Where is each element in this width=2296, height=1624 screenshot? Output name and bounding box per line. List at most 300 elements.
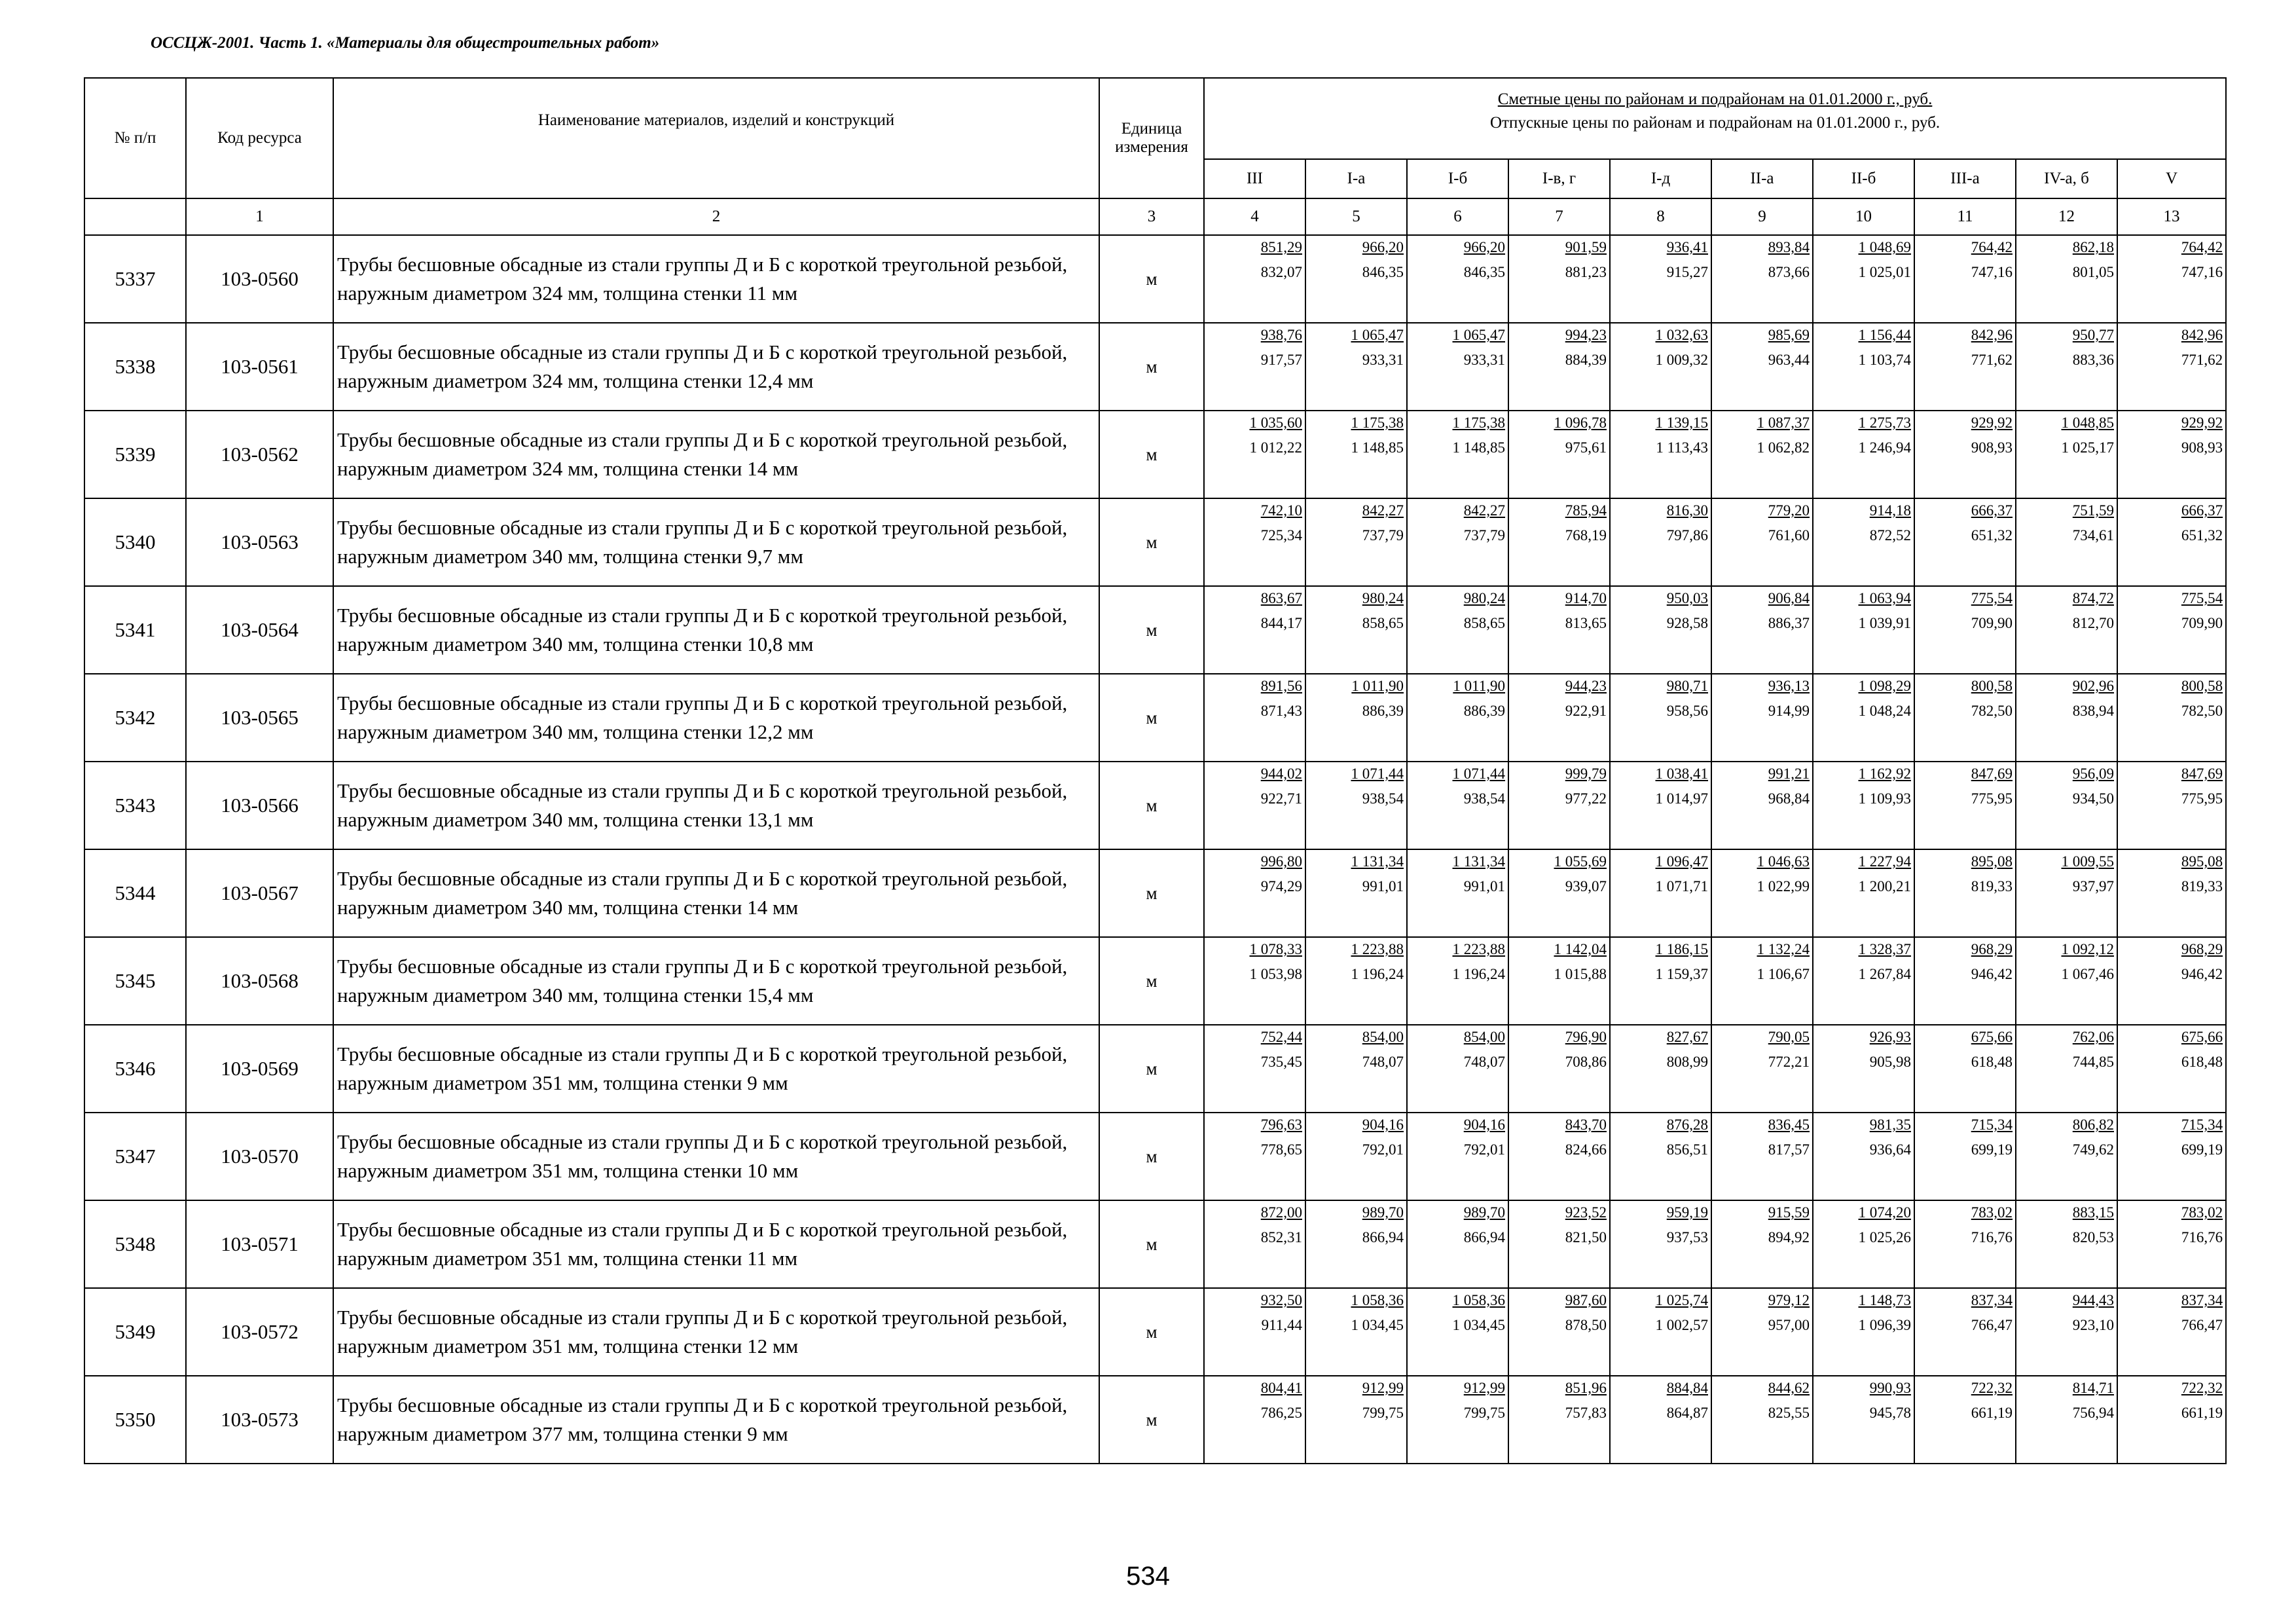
release-price: 749,62 bbox=[2072, 1141, 2114, 1158]
table-row bbox=[84, 1025, 2226, 1113]
estimate-price: 851,29 bbox=[1260, 239, 1302, 255]
release-price: 709,90 bbox=[2181, 615, 2223, 631]
release-price: 792,01 bbox=[1463, 1141, 1505, 1158]
price-cell bbox=[1508, 1113, 1610, 1200]
table-row bbox=[84, 1376, 2226, 1464]
release-price: 778,65 bbox=[1260, 1141, 1302, 1158]
price-cell bbox=[1813, 1025, 1914, 1113]
release-price: 832,07 bbox=[1260, 264, 1302, 280]
estimate-price: 1 131,34 bbox=[1351, 853, 1404, 870]
row-number: 5341 bbox=[84, 586, 186, 674]
release-price: 939,07 bbox=[1565, 878, 1607, 895]
estimate-price: 884,84 bbox=[1666, 1380, 1708, 1396]
release-price: 1 062,82 bbox=[1757, 439, 1810, 456]
release-price: 946,42 bbox=[1971, 966, 2013, 982]
row-number: 5346 bbox=[84, 1025, 186, 1113]
material-name: Трубы бесшовные обсадные из стали группы Д и Б с короткой треугольной резьбой, наружным диаметром 340 мм, толщина стенки 15,4 мм bbox=[333, 937, 1099, 1025]
release-price: 894,92 bbox=[1768, 1229, 1810, 1246]
release-price: 756,94 bbox=[2072, 1405, 2114, 1421]
estimate-price: 968,29 bbox=[2181, 941, 2223, 957]
estimate-price: 1 098,29 bbox=[1858, 678, 1911, 694]
release-price: 1 148,85 bbox=[1452, 439, 1505, 456]
release-price: 838,94 bbox=[2072, 703, 2114, 719]
price-cell bbox=[1407, 1025, 1508, 1113]
price-cell bbox=[1610, 586, 1711, 674]
price-cell bbox=[2016, 498, 2117, 586]
price-cell bbox=[1610, 1376, 1711, 1464]
release-price: 933,31 bbox=[1463, 352, 1505, 368]
estimate-price: 675,66 bbox=[2181, 1029, 2223, 1045]
region-header: I-б bbox=[1407, 159, 1508, 198]
col-header-code: Код ресурса bbox=[186, 78, 333, 198]
price-cell bbox=[1914, 411, 2016, 498]
release-price: 922,71 bbox=[1260, 790, 1302, 807]
region-header: III-а bbox=[1914, 159, 2016, 198]
estimate-price: 938,76 bbox=[1260, 327, 1302, 343]
estimate-price: 872,00 bbox=[1260, 1204, 1302, 1221]
estimate-price: 1 046,63 bbox=[1757, 853, 1810, 870]
estimate-price: 1 071,44 bbox=[1452, 766, 1505, 782]
price-cell bbox=[1204, 937, 1305, 1025]
table-row bbox=[84, 849, 2226, 937]
estimate-price: 722,32 bbox=[2181, 1380, 2223, 1396]
release-price: 1 096,39 bbox=[1858, 1317, 1911, 1333]
estimate-price: 1 071,44 bbox=[1351, 766, 1404, 782]
price-cell bbox=[2016, 323, 2117, 411]
release-price: 1 067,46 bbox=[2061, 966, 2114, 982]
material-name: Трубы бесшовные обсадные из стали группы Д и Б с короткой треугольной резьбой, наружным диаметром 340 мм, толщина стенки 12,2 мм bbox=[333, 674, 1099, 762]
release-price: 911,44 bbox=[1261, 1317, 1302, 1333]
price-cell bbox=[1508, 674, 1610, 762]
release-price: 737,79 bbox=[1463, 527, 1505, 544]
release-price: 1 025,01 bbox=[1858, 264, 1911, 280]
table-row bbox=[84, 1200, 2226, 1288]
release-price: 799,75 bbox=[1362, 1405, 1404, 1421]
release-price: 1 039,91 bbox=[1858, 615, 1911, 631]
estimate-price: 980,24 bbox=[1362, 590, 1404, 606]
release-price: 1 106,67 bbox=[1757, 966, 1810, 982]
release-price: 1 148,85 bbox=[1351, 439, 1404, 456]
unit-of-measure: м bbox=[1099, 498, 1204, 586]
unit-of-measure: м bbox=[1099, 1025, 1204, 1113]
estimate-price: 827,67 bbox=[1666, 1029, 1708, 1045]
price-cell bbox=[1407, 674, 1508, 762]
price-cell bbox=[1813, 674, 1914, 762]
price-cell bbox=[1407, 411, 1508, 498]
estimate-price: 764,42 bbox=[2181, 239, 2223, 255]
release-price: 1 159,37 bbox=[1655, 966, 1708, 982]
release-price: 661,19 bbox=[2181, 1405, 2223, 1421]
price-cell bbox=[1204, 1200, 1305, 1288]
release-price: 808,99 bbox=[1666, 1054, 1708, 1070]
price-cell bbox=[2117, 1288, 2226, 1376]
estimate-price: 929,92 bbox=[1971, 415, 2013, 431]
price-cell bbox=[1305, 1025, 1407, 1113]
release-price: 846,35 bbox=[1463, 264, 1505, 280]
release-price: 821,50 bbox=[1565, 1229, 1607, 1246]
release-price: 883,36 bbox=[2072, 352, 2114, 368]
estimate-price: 796,63 bbox=[1260, 1116, 1302, 1133]
estimate-price: 1 148,73 bbox=[1858, 1292, 1911, 1308]
unit-of-measure: м bbox=[1099, 937, 1204, 1025]
price-cell bbox=[1204, 323, 1305, 411]
estimate-price: 950,03 bbox=[1666, 590, 1708, 606]
estimate-price: 1 032,63 bbox=[1655, 327, 1708, 343]
page-number: 534 bbox=[1126, 1562, 1170, 1591]
estimate-price: 895,08 bbox=[1971, 853, 2013, 870]
price-cell bbox=[2117, 586, 2226, 674]
release-price: 974,29 bbox=[1260, 878, 1302, 895]
release-price: 872,52 bbox=[1869, 527, 1911, 544]
estimate-price: 874,72 bbox=[2072, 590, 2114, 606]
price-table bbox=[84, 77, 2227, 1464]
col-number: 4 bbox=[1204, 198, 1305, 235]
price-cell bbox=[1711, 849, 1813, 937]
estimate-price: 902,96 bbox=[2072, 678, 2114, 694]
price-cell bbox=[1813, 586, 1914, 674]
price-cell bbox=[1914, 1113, 2016, 1200]
material-name: Трубы бесшовные обсадные из стали группы Д и Б с короткой треугольной резьбой, наружным диаметром 340 мм, толщина стенки 10,8 мм bbox=[333, 586, 1099, 674]
price-cell bbox=[2117, 849, 2226, 937]
material-name: Трубы бесшовные обсадные из стали группы Д и Б с короткой треугольной резьбой, наружным диаметром 351 мм, толщина стенки 12 мм bbox=[333, 1288, 1099, 1376]
estimate-price: 1 025,74 bbox=[1655, 1292, 1708, 1308]
price-cell bbox=[1914, 762, 2016, 849]
estimate-price: 944,02 bbox=[1260, 766, 1302, 782]
price-cell bbox=[1914, 674, 2016, 762]
release-price: 915,27 bbox=[1666, 264, 1708, 280]
release-price: 1 034,45 bbox=[1351, 1317, 1404, 1333]
prices-title-release: Отпускные цены по районам и подрайонам на 01.01.2000 г., руб. bbox=[1489, 114, 1941, 132]
estimate-price: 1 139,15 bbox=[1655, 415, 1708, 431]
release-price: 933,31 bbox=[1362, 352, 1404, 368]
estimate-price: 929,92 bbox=[2181, 415, 2223, 431]
price-cell bbox=[1813, 937, 1914, 1025]
release-price: 725,34 bbox=[1260, 527, 1302, 544]
region-header: II-б bbox=[1813, 159, 1914, 198]
release-price: 735,45 bbox=[1260, 1054, 1302, 1070]
release-price: 1 267,84 bbox=[1858, 966, 1911, 982]
price-cell bbox=[1813, 1200, 1914, 1288]
estimate-price: 980,24 bbox=[1463, 590, 1505, 606]
estimate-price: 904,16 bbox=[1463, 1116, 1505, 1133]
estimate-price: 775,54 bbox=[1971, 590, 2013, 606]
price-cell bbox=[1508, 1200, 1610, 1288]
estimate-price: 790,05 bbox=[1768, 1029, 1810, 1045]
release-price: 1 022,99 bbox=[1757, 878, 1810, 895]
price-cell bbox=[1610, 762, 1711, 849]
estimate-price: 1 065,47 bbox=[1351, 327, 1404, 343]
estimate-price: 1 009,55 bbox=[2061, 853, 2114, 870]
price-cell bbox=[1407, 1113, 1508, 1200]
price-cell bbox=[1407, 235, 1508, 323]
resource-code: 103-0566 bbox=[186, 762, 333, 849]
region-header: IV-а, б bbox=[2016, 159, 2117, 198]
estimate-price: 1 078,33 bbox=[1249, 941, 1302, 957]
estimate-price: 1 092,12 bbox=[2061, 941, 2114, 957]
release-price: 812,70 bbox=[2072, 615, 2114, 631]
price-cell bbox=[1204, 1113, 1305, 1200]
estimate-price: 715,34 bbox=[2181, 1116, 2223, 1133]
price-cell bbox=[1508, 586, 1610, 674]
prices-title-estimate: Сметные цены по районам и подрайонам на 01.01.2000 г., руб. bbox=[1497, 90, 1933, 108]
price-cell bbox=[1610, 937, 1711, 1025]
price-cell bbox=[1305, 1376, 1407, 1464]
release-price: 1 012,22 bbox=[1249, 439, 1302, 456]
release-price: 747,16 bbox=[2181, 264, 2223, 280]
price-cell bbox=[1610, 1200, 1711, 1288]
price-cell bbox=[1204, 849, 1305, 937]
price-cell bbox=[1407, 762, 1508, 849]
estimate-price: 844,62 bbox=[1768, 1380, 1810, 1396]
release-price: 744,85 bbox=[2072, 1054, 2114, 1070]
release-price: 1 246,94 bbox=[1858, 439, 1911, 456]
release-price: 819,33 bbox=[2181, 878, 2223, 895]
estimate-price: 932,50 bbox=[1260, 1292, 1302, 1308]
release-price: 747,16 bbox=[1971, 264, 2013, 280]
row-number: 5340 bbox=[84, 498, 186, 586]
estimate-price: 904,16 bbox=[1362, 1116, 1404, 1133]
col-header-unit: Единица измерения bbox=[1099, 78, 1204, 198]
release-price: 817,57 bbox=[1768, 1141, 1810, 1158]
estimate-price: 994,23 bbox=[1565, 327, 1607, 343]
release-price: 1 002,57 bbox=[1655, 1317, 1708, 1333]
price-cell bbox=[2016, 1025, 2117, 1113]
price-cell bbox=[1305, 937, 1407, 1025]
release-price: 1 196,24 bbox=[1452, 966, 1505, 982]
estimate-price: 796,90 bbox=[1565, 1029, 1607, 1045]
estimate-price: 1 048,85 bbox=[2061, 415, 2114, 431]
price-cell bbox=[1914, 586, 2016, 674]
estimate-price: 847,69 bbox=[2181, 766, 2223, 782]
estimate-price: 1 227,94 bbox=[1858, 853, 1911, 870]
unit-of-measure: м bbox=[1099, 849, 1204, 937]
price-cell bbox=[2117, 1113, 2226, 1200]
release-price: 699,19 bbox=[1971, 1141, 2013, 1158]
release-price: 936,64 bbox=[1869, 1141, 1911, 1158]
estimate-price: 980,71 bbox=[1666, 678, 1708, 694]
price-cell bbox=[1508, 1376, 1610, 1464]
release-price: 1 014,97 bbox=[1655, 790, 1708, 807]
release-price: 771,62 bbox=[1971, 352, 2013, 368]
release-price: 1 113,43 bbox=[1656, 439, 1708, 456]
release-price: 766,47 bbox=[1971, 1317, 2013, 1333]
estimate-price: 675,66 bbox=[1971, 1029, 2013, 1045]
price-cell bbox=[1711, 586, 1813, 674]
estimate-price: 914,18 bbox=[1869, 502, 1911, 519]
release-price: 957,00 bbox=[1768, 1317, 1810, 1333]
price-cell bbox=[1813, 323, 1914, 411]
price-cell bbox=[1305, 849, 1407, 937]
price-cell bbox=[2117, 1376, 2226, 1464]
estimate-price: 1 048,69 bbox=[1858, 239, 1911, 255]
estimate-price: 926,93 bbox=[1869, 1029, 1911, 1045]
price-cell bbox=[1305, 1113, 1407, 1200]
estimate-price: 1 096,78 bbox=[1554, 415, 1607, 431]
release-price: 766,47 bbox=[2181, 1317, 2223, 1333]
estimate-price: 1 011,90 bbox=[1351, 678, 1404, 694]
price-cell bbox=[1914, 1025, 2016, 1113]
estimate-price: 806,82 bbox=[2072, 1116, 2114, 1133]
unit-of-measure: м bbox=[1099, 411, 1204, 498]
release-price: 772,21 bbox=[1768, 1054, 1810, 1070]
estimate-price: 775,54 bbox=[2181, 590, 2223, 606]
estimate-price: 1 132,24 bbox=[1757, 941, 1810, 957]
estimate-price: 1 065,47 bbox=[1452, 327, 1505, 343]
price-cell bbox=[1508, 1025, 1610, 1113]
estimate-price: 944,23 bbox=[1565, 678, 1607, 694]
row-number: 5350 bbox=[84, 1376, 186, 1464]
row-number: 5339 bbox=[84, 411, 186, 498]
release-price: 792,01 bbox=[1362, 1141, 1404, 1158]
price-cell bbox=[2117, 937, 2226, 1025]
col-number: 1 bbox=[186, 198, 333, 235]
estimate-price: 966,20 bbox=[1362, 239, 1404, 255]
row-number: 5343 bbox=[84, 762, 186, 849]
price-cell bbox=[1813, 1288, 1914, 1376]
release-price: 958,56 bbox=[1666, 703, 1708, 719]
table-row bbox=[84, 1113, 2226, 1200]
material-name: Трубы бесшовные обсадные из стали группы Д и Б с короткой треугольной резьбой, наружным диаметром 351 мм, толщина стенки 9 мм bbox=[333, 1025, 1099, 1113]
region-header: III bbox=[1204, 159, 1305, 198]
release-price: 1 015,88 bbox=[1554, 966, 1607, 982]
price-cell bbox=[2117, 1025, 2226, 1113]
estimate-price: 751,59 bbox=[2072, 502, 2114, 519]
material-name: Трубы бесшовные обсадные из стали группы Д и Б с короткой треугольной резьбой, наружным диаметром 340 мм, толщина стенки 14 мм bbox=[333, 849, 1099, 937]
price-cell bbox=[1305, 1200, 1407, 1288]
estimate-price: 764,42 bbox=[1971, 239, 2013, 255]
estimate-price: 923,52 bbox=[1565, 1204, 1607, 1221]
price-cell bbox=[1508, 937, 1610, 1025]
table-row bbox=[84, 674, 2226, 762]
price-cell bbox=[2016, 411, 2117, 498]
region-header: I-а bbox=[1305, 159, 1407, 198]
estimate-price: 742,10 bbox=[1260, 502, 1302, 519]
resource-code: 103-0567 bbox=[186, 849, 333, 937]
estimate-price: 722,32 bbox=[1971, 1380, 2013, 1396]
estimate-price: 985,69 bbox=[1768, 327, 1810, 343]
price-cell bbox=[2016, 1113, 2117, 1200]
release-price: 797,86 bbox=[1666, 527, 1708, 544]
release-price: 908,93 bbox=[1971, 439, 2013, 456]
estimate-price: 1 087,37 bbox=[1757, 415, 1810, 431]
estimate-price: 950,77 bbox=[2072, 327, 2114, 343]
price-cell bbox=[2016, 586, 2117, 674]
col-header-name: Наименование материалов, изделий и конструкций bbox=[333, 78, 1099, 198]
price-cell bbox=[1407, 1200, 1508, 1288]
price-cell bbox=[2016, 1376, 2117, 1464]
price-cell bbox=[2016, 849, 2117, 937]
estimate-price: 1 162,92 bbox=[1858, 766, 1911, 782]
price-cell bbox=[2117, 323, 2226, 411]
release-price: 801,05 bbox=[2072, 264, 2114, 280]
estimate-price: 842,96 bbox=[1971, 327, 2013, 343]
price-cell bbox=[2016, 762, 2117, 849]
unit-of-measure: м bbox=[1099, 235, 1204, 323]
unit-of-measure: м bbox=[1099, 323, 1204, 411]
resource-code: 103-0561 bbox=[186, 323, 333, 411]
material-name: Трубы бесшовные обсадные из стали группы Д и Б с короткой треугольной резьбой, наружным диаметром 324 мм, толщина стенки 14 мм bbox=[333, 411, 1099, 498]
release-price: 1 196,24 bbox=[1351, 966, 1404, 982]
estimate-price: 1 156,44 bbox=[1858, 327, 1911, 343]
price-cell bbox=[1711, 1200, 1813, 1288]
resource-code: 103-0571 bbox=[186, 1200, 333, 1288]
price-cell bbox=[1407, 849, 1508, 937]
price-cell bbox=[1711, 937, 1813, 1025]
price-cell bbox=[2016, 674, 2117, 762]
release-price: 938,54 bbox=[1463, 790, 1505, 807]
price-cell bbox=[1204, 1025, 1305, 1113]
price-cell bbox=[1813, 235, 1914, 323]
price-cell bbox=[1813, 1376, 1914, 1464]
release-price: 618,48 bbox=[1971, 1054, 2013, 1070]
price-cell bbox=[1305, 674, 1407, 762]
estimate-price: 854,00 bbox=[1362, 1029, 1404, 1045]
release-price: 786,25 bbox=[1260, 1405, 1302, 1421]
price-cell bbox=[1204, 498, 1305, 586]
price-cell bbox=[1508, 498, 1610, 586]
price-cell bbox=[1204, 1376, 1305, 1464]
resource-code: 103-0569 bbox=[186, 1025, 333, 1113]
col-header-num: № п/п bbox=[84, 78, 186, 198]
col-number: 8 bbox=[1610, 198, 1711, 235]
col-number: 5 bbox=[1305, 198, 1407, 235]
col-number: 13 bbox=[2117, 198, 2226, 235]
release-price: 858,65 bbox=[1463, 615, 1505, 631]
price-cell bbox=[1305, 762, 1407, 849]
estimate-price: 979,12 bbox=[1768, 1292, 1810, 1308]
price-cell bbox=[1610, 235, 1711, 323]
col-number: 9 bbox=[1711, 198, 1813, 235]
price-cell bbox=[2016, 937, 2117, 1025]
estimate-price: 1 223,88 bbox=[1351, 941, 1404, 957]
price-cell bbox=[1305, 1288, 1407, 1376]
release-price: 991,01 bbox=[1463, 878, 1505, 895]
estimate-price: 1 055,69 bbox=[1554, 853, 1607, 870]
price-cell bbox=[1508, 849, 1610, 937]
release-price: 775,95 bbox=[2181, 790, 2223, 807]
price-cell bbox=[1711, 762, 1813, 849]
row-number: 5347 bbox=[84, 1113, 186, 1200]
material-name: Трубы бесшовные обсадные из стали группы Д и Б с короткой треугольной резьбой, наружным диаметром 340 мм, толщина стенки 9,7 мм bbox=[333, 498, 1099, 586]
price-cell bbox=[2117, 498, 2226, 586]
price-cell bbox=[1914, 235, 2016, 323]
release-price: 782,50 bbox=[2181, 703, 2223, 719]
estimate-price: 891,56 bbox=[1260, 678, 1302, 694]
row-number: 5349 bbox=[84, 1288, 186, 1376]
release-price: 819,33 bbox=[1971, 878, 2013, 895]
estimate-price: 814,71 bbox=[2072, 1380, 2114, 1396]
release-price: 937,97 bbox=[2072, 878, 2114, 895]
estimate-price: 968,29 bbox=[1971, 941, 2013, 957]
release-price: 1 048,24 bbox=[1858, 703, 1911, 719]
estimate-price: 1 074,20 bbox=[1858, 1204, 1911, 1221]
release-price: 905,98 bbox=[1869, 1054, 1911, 1070]
release-price: 824,66 bbox=[1565, 1141, 1607, 1158]
release-price: 938,54 bbox=[1362, 790, 1404, 807]
release-price: 886,39 bbox=[1362, 703, 1404, 719]
resource-code: 103-0564 bbox=[186, 586, 333, 674]
release-price: 748,07 bbox=[1362, 1054, 1404, 1070]
unit-of-measure: м bbox=[1099, 674, 1204, 762]
release-price: 737,79 bbox=[1362, 527, 1404, 544]
estimate-price: 1 275,73 bbox=[1858, 415, 1911, 431]
estimate-price: 936,41 bbox=[1666, 239, 1708, 255]
price-cell bbox=[2016, 235, 2117, 323]
estimate-price: 779,20 bbox=[1768, 502, 1810, 519]
col-number: 7 bbox=[1508, 198, 1610, 235]
col-number: 12 bbox=[2016, 198, 2117, 235]
col-number: 2 bbox=[333, 198, 1099, 235]
